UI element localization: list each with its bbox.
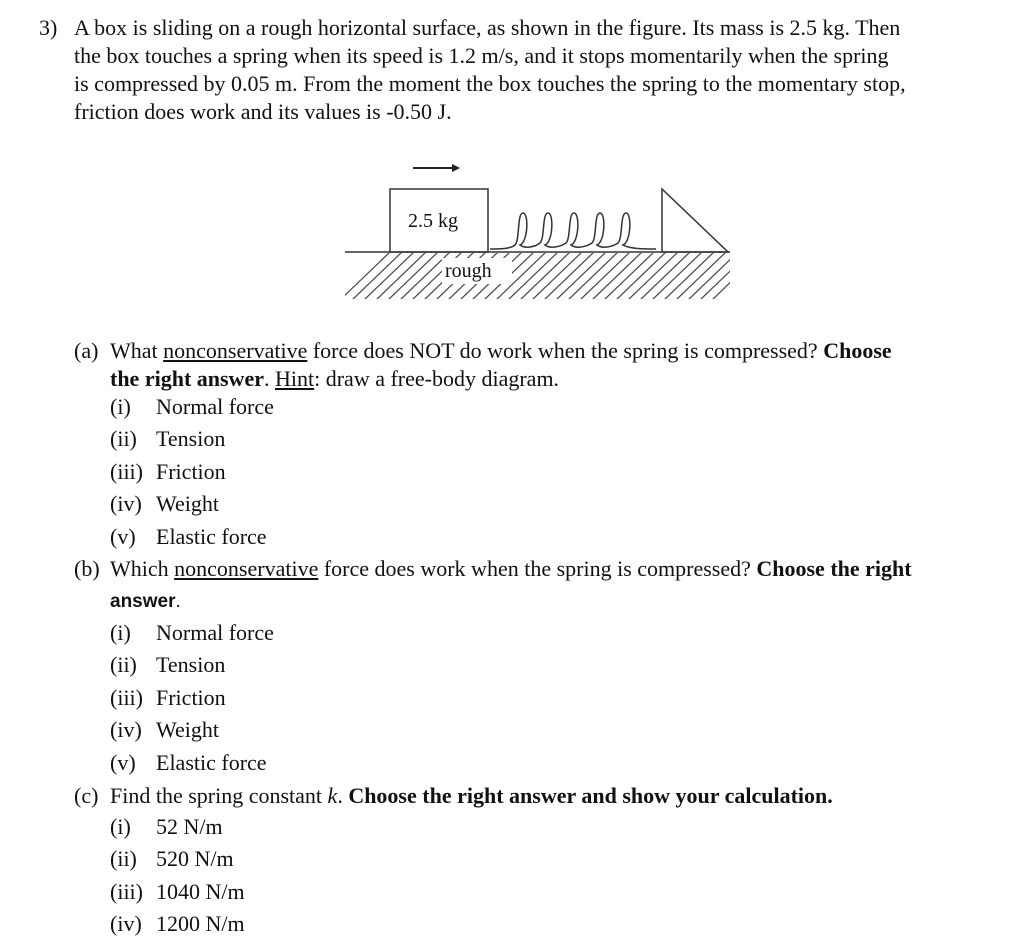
option-text: Elastic force — [156, 523, 267, 549]
part-b-label: (b) — [74, 556, 100, 581]
option-number: (iii) — [110, 878, 143, 904]
spring — [490, 213, 656, 249]
option-text: Elastic force — [156, 749, 267, 775]
option-number: (ii) — [110, 426, 137, 452]
stem-line: the box touches a spring when its speed is 1.2 m/s, and it stops momentarily when the spring — [74, 43, 889, 68]
option-number: (v) — [110, 523, 136, 549]
option-number: (v) — [110, 749, 136, 775]
option-text: 1040 N/m — [156, 878, 245, 904]
part-c-question: Find the spring constant k. Choose the right answer and show your calculation. — [110, 783, 833, 808]
option-text: Tension — [156, 652, 226, 678]
option-text: Normal force — [156, 620, 274, 645]
option-text: Normal force — [156, 394, 274, 419]
part-a-question-cont: the right answer. Hint: draw a free-body diagram. — [110, 366, 560, 391]
stem-line: friction does work and its values is -0.50 J. — [74, 99, 452, 124]
part-c-label: (c) — [74, 783, 99, 808]
option-number: (ii) — [110, 846, 137, 872]
velocity-arrow-icon — [413, 164, 460, 172]
box-mass-label: 2.5 kg — [408, 210, 458, 232]
part-a-label: (a) — [74, 338, 99, 363]
option-number: (iv) — [110, 911, 142, 937]
option-number: (iii) — [110, 684, 143, 710]
wall — [662, 189, 728, 252]
box-spring-figure — [0, 0, 1024, 320]
surface-label: rough — [445, 260, 492, 282]
part-b-question-cont: answer. — [110, 591, 181, 612]
option-number: (i) — [110, 394, 131, 419]
question-number: 3) — [39, 15, 58, 40]
option-text: 1200 N/m — [156, 911, 245, 937]
option-number: (iv) — [110, 491, 142, 517]
part-b-question: Which nonconservative force does work when the spring is compressed? Choose the right — [110, 556, 912, 581]
option-number: (i) — [110, 620, 131, 645]
option-text: 520 N/m — [156, 846, 234, 872]
option-text: Weight — [156, 717, 219, 743]
option-text: 52 N/m — [156, 814, 223, 839]
option-text: Weight — [156, 491, 219, 517]
option-text: Friction — [156, 458, 226, 484]
option-number: (ii) — [110, 652, 137, 678]
ground-hatching — [340, 252, 762, 300]
option-number: (iv) — [110, 717, 142, 743]
option-text: Friction — [156, 684, 226, 710]
option-number: (i) — [110, 814, 131, 839]
stem-line: is compressed by 0.05 m. From the moment the box touches the spring to the momentary stop, — [74, 71, 906, 96]
option-number: (iii) — [110, 458, 143, 484]
stem-line: A box is sliding on a rough horizontal surface, as shown in the figure. Its mass is 2.5 kg. Then — [74, 15, 901, 40]
option-text: Tension — [156, 426, 226, 452]
part-a-question: What nonconservative force does NOT do work when the spring is compressed? Choose — [110, 338, 892, 363]
